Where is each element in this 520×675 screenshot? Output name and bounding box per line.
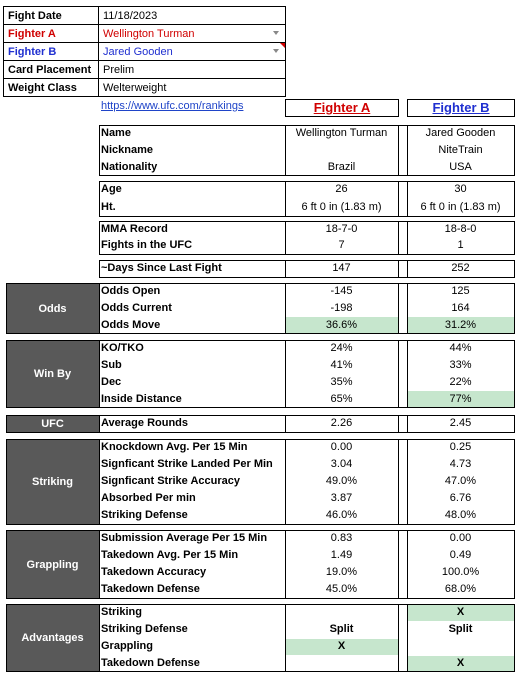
- fighter-b-value: Jared Gooden: [103, 45, 173, 58]
- height-a: 6 ft 0 in (1.83 m): [301, 201, 382, 213]
- fight-date-value[interactable]: 11/18/2023: [99, 7, 286, 25]
- height-b: 6 ft 0 in (1.83 m): [420, 201, 501, 213]
- days-a: 147: [332, 262, 351, 274]
- ufc-section-label: UFC: [6, 415, 99, 433]
- avg-rounds-a: 2.26: [330, 417, 353, 429]
- sub-a: 41%: [330, 359, 353, 371]
- sig-strike-landed-label: Signficant Strike Landed Per Min: [101, 458, 273, 470]
- adv-td-defense-b: X: [456, 657, 465, 669]
- comment-indicator-icon: [280, 43, 285, 48]
- odds-move-label: Odds Move: [101, 319, 161, 331]
- sub-b: 33%: [449, 359, 472, 371]
- odds-move-a: 36.6%: [325, 319, 358, 331]
- nationality-b: USA: [449, 161, 472, 173]
- sub-avg-b: 0.00: [449, 532, 472, 544]
- odds-current-b: 164: [451, 302, 470, 314]
- ufc-fights-b: 1: [457, 239, 464, 251]
- adv-striking-defense-b: Split: [448, 623, 473, 635]
- odds-move-b: 31.2%: [444, 319, 477, 331]
- inside-distance-label: Inside Distance: [101, 393, 182, 405]
- avg-rounds-b: 2.45: [449, 417, 472, 429]
- odds-open-a: -145: [330, 285, 353, 297]
- nickname-b: NiteTrain: [438, 144, 483, 156]
- sub-avg-a: 0.83: [330, 532, 353, 544]
- td-accuracy-label: Takedown Accuracy: [101, 566, 207, 578]
- advantages-section-label: Advantages: [6, 604, 99, 672]
- striking-section-label: Striking: [6, 439, 99, 525]
- name-a: Wellington Turman: [295, 127, 388, 139]
- sig-strike-landed-b: 4.73: [449, 458, 472, 470]
- td-avg-a: 1.49: [330, 549, 353, 561]
- card-placement-value[interactable]: Prelim: [99, 61, 286, 79]
- adv-grappling-label: Grappling: [101, 640, 153, 652]
- adv-striking-b: X: [456, 606, 465, 618]
- absorbed-a: 3.87: [330, 492, 353, 504]
- adv-striking-a: [285, 604, 398, 621]
- mma-record-a: 18-7-0: [325, 223, 358, 235]
- fighter-b-dropdown[interactable]: [99, 43, 286, 61]
- knockdown-label: Knockdown Avg. Per 15 Min: [101, 441, 248, 453]
- sub-avg-label: Submission Average Per 15 Min: [101, 532, 268, 544]
- adv-td-defense-label: Takedown Defense: [101, 657, 200, 669]
- adv-striking-defense-label: Striking Defense: [101, 623, 188, 635]
- absorbed-label: Absorbed Per min: [101, 492, 196, 504]
- name-b: Jared Gooden: [425, 127, 496, 139]
- adv-grappling-a: X: [337, 640, 346, 652]
- name-label: Name: [101, 127, 131, 139]
- ko-a: 24%: [330, 342, 353, 354]
- chevron-down-icon[interactable]: [273, 49, 279, 53]
- sig-strike-accuracy-b: 47.0%: [444, 475, 477, 487]
- odds-current-label: Odds Current: [101, 302, 172, 314]
- weight-class-label: Weight Class: [4, 79, 99, 97]
- height-label: Ht.: [101, 201, 116, 213]
- avg-rounds-label: Average Rounds: [101, 417, 189, 429]
- rankings-link[interactable]: https://www.ufc.com/rankings: [101, 100, 244, 112]
- dec-b: 22%: [449, 376, 472, 388]
- age-a: 26: [335, 183, 348, 195]
- striking-defense-b: 48.0%: [444, 509, 477, 521]
- mma-record-b: 18-8-0: [444, 223, 477, 235]
- card-placement-label: Card Placement: [4, 61, 99, 79]
- td-avg-label: Takedown Avg. Per 15 Min: [101, 549, 239, 561]
- absorbed-b: 6.76: [449, 492, 472, 504]
- fighter-a-label: Fighter A: [4, 25, 99, 43]
- nationality-label: Nationality: [101, 161, 158, 173]
- sub-label: Sub: [101, 359, 122, 371]
- ko-label: KO/TKO: [101, 342, 144, 354]
- nickname-a: [285, 142, 398, 159]
- fighter-b-header: Fighter B: [407, 99, 515, 117]
- mma-record-label: MMA Record: [101, 223, 168, 235]
- td-accuracy-a: 19.0%: [325, 566, 358, 578]
- adv-grappling-b: [407, 638, 514, 655]
- odds-section-label: Odds: [6, 283, 99, 334]
- ko-b: 44%: [449, 342, 472, 354]
- grappling-section-label: Grappling: [6, 530, 99, 599]
- fighter-a-dropdown[interactable]: [99, 25, 286, 43]
- days-label: ~Days Since Last Fight: [101, 262, 222, 274]
- chevron-down-icon[interactable]: [273, 31, 279, 35]
- knockdown-a: 0.00: [330, 441, 353, 453]
- odds-open-label: Odds Open: [101, 285, 161, 297]
- adv-td-defense-a: [285, 655, 398, 672]
- sig-strike-accuracy-label: Signficant Strike Accuracy: [101, 475, 240, 487]
- odds-open-b: 125: [451, 285, 470, 297]
- age-b: 30: [454, 183, 467, 195]
- odds-current-a: -198: [330, 302, 353, 314]
- fighter-a-header: Fighter A: [285, 99, 399, 117]
- inside-distance-b: 77%: [449, 393, 472, 405]
- fight-date-label: Fight Date: [4, 7, 99, 25]
- adv-striking-label: Striking: [101, 606, 142, 618]
- td-defense-label: Takedown Defense: [101, 583, 200, 595]
- days-b: 252: [451, 262, 470, 274]
- sig-strike-accuracy-a: 49.0%: [325, 475, 358, 487]
- inside-distance-a: 65%: [330, 393, 353, 405]
- td-avg-b: 0.49: [449, 549, 472, 561]
- td-defense-a: 45.0%: [325, 583, 358, 595]
- fighter-b-label: Fighter B: [4, 43, 99, 61]
- td-accuracy-b: 100.0%: [441, 566, 480, 578]
- dec-a: 35%: [330, 376, 353, 388]
- striking-defense-a: 46.0%: [325, 509, 358, 521]
- knockdown-b: 0.25: [449, 441, 472, 453]
- ufc-fights-a: 7: [338, 239, 345, 251]
- td-defense-b: 68.0%: [444, 583, 477, 595]
- winby-section-label: Win By: [6, 340, 99, 408]
- weight-class-value[interactable]: Welterweight: [99, 79, 286, 97]
- nickname-label: Nickname: [101, 144, 153, 156]
- sig-strike-landed-a: 3.04: [330, 458, 353, 470]
- fighter-a-value: Wellington Turman: [103, 27, 195, 40]
- fight-info-table: [3, 6, 286, 97]
- age-label: Age: [101, 183, 122, 195]
- ufc-fights-label: Fights in the UFC: [101, 239, 193, 251]
- adv-striking-defense-a: Split: [329, 623, 354, 635]
- dec-label: Dec: [101, 376, 122, 388]
- nationality-a: Brazil: [327, 161, 356, 173]
- striking-defense-label: Striking Defense: [101, 509, 188, 521]
